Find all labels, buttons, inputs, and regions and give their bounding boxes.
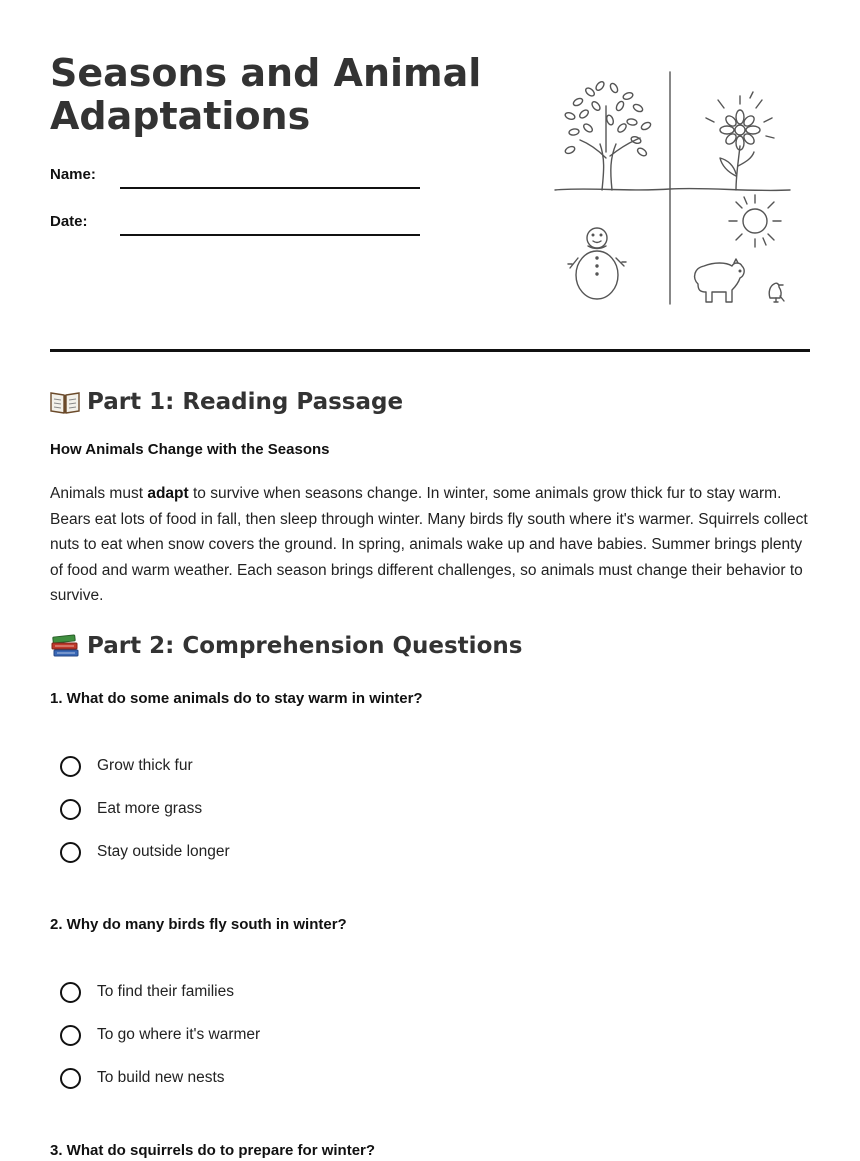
worksheet-title: Seasons and Animal Adaptations	[50, 51, 482, 138]
option-label: To go where it's warmer	[97, 1026, 261, 1043]
date-field[interactable]	[120, 234, 420, 236]
radio-button[interactable]	[60, 799, 81, 820]
header-divider	[50, 349, 810, 352]
part2-heading	[50, 633, 522, 659]
part1-heading	[50, 389, 403, 415]
sun-icon	[729, 195, 781, 247]
question-1: 1. What do some animals do to stay warm in winter?	[50, 690, 423, 707]
part2-heading-text: Part 2: Comprehension Questions	[87, 633, 523, 659]
option-label: Eat more grass	[97, 800, 203, 817]
passage-keyword: adapt	[147, 485, 189, 502]
passage-text-start: Animals must	[50, 485, 148, 502]
question-3: 3. What do squirrels do to prepare for winter?	[50, 1142, 376, 1159]
reading-passage	[50, 481, 810, 609]
option-label: To build new nests	[97, 1069, 225, 1086]
radio-button[interactable]	[60, 982, 81, 1003]
q1-option-b[interactable]	[60, 796, 202, 822]
question-2: 2. Why do many birds fly south in winter?	[50, 916, 347, 933]
q1-option-a[interactable]	[60, 753, 193, 779]
part1-heading-text: Part 1: Reading Passage	[87, 389, 404, 415]
snowman-icon	[568, 228, 626, 299]
radio-button[interactable]	[60, 756, 81, 777]
radio-button[interactable]	[60, 1025, 81, 1046]
tree-icon	[564, 80, 652, 190]
passage-text-end: to survive when seasons change. In winter, some animals grow thick fur to stay warm. Bears eat lots of food in fall, then sleep through winter. Many birds fly south where it's warmer. Squirrels collect nuts to eat when snow covers the ground. In spring, animals wake up and have babies. Summer brings plenty of food and warm weather. Each season brings different challenges, so animals must change their behavior to survive.	[50, 485, 808, 604]
option-label: To find their families	[97, 983, 234, 1000]
radio-button[interactable]	[60, 842, 81, 863]
stacked-books-icon	[50, 633, 80, 659]
radio-button[interactable]	[60, 1068, 81, 1089]
name-label: Name:	[50, 166, 96, 183]
q2-option-b[interactable]	[60, 1022, 260, 1048]
date-label: Date:	[50, 213, 88, 230]
option-label: Stay outside longer	[97, 843, 230, 860]
bird-icon	[769, 283, 784, 302]
q2-option-a[interactable]	[60, 979, 234, 1005]
passage-subtitle: How Animals Change with the Seasons	[50, 441, 330, 458]
name-field[interactable]	[120, 187, 420, 189]
q1-option-c[interactable]	[60, 839, 230, 865]
open-book-icon	[50, 389, 80, 415]
q2-option-c[interactable]	[60, 1065, 225, 1091]
option-label: Grow thick fur	[97, 757, 193, 774]
flower-icon	[706, 92, 774, 190]
four-seasons-illustration	[550, 66, 795, 311]
bear-icon	[695, 259, 745, 302]
